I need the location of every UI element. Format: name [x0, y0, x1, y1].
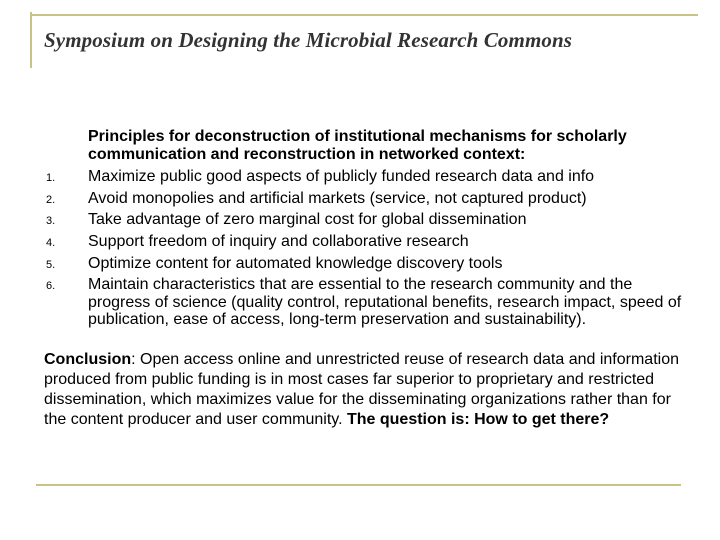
list-item-number: 3.: [46, 215, 56, 227]
list-item-number: 2.: [46, 194, 56, 206]
list-item-number: 4.: [46, 237, 56, 249]
conclusion-label: Conclusion: [44, 351, 132, 368]
list-item-text: Avoid monopolies and artificial markets (service, not captured product): [88, 190, 587, 207]
conclusion-question: The question is: How to get there?: [342, 411, 610, 428]
list-item-text: Maintain characteristics that are essential to the research community and the progress of science (quality control, reputational benefits, research impact, speed of publication, ease of access, long-term preservation and sustainability).: [88, 276, 682, 328]
list-item-text: Maximize public good aspects of publicly funded research data and info: [88, 168, 595, 185]
footer-horizontal-rule: [36, 484, 681, 486]
list-item-text: Take advantage of zero marginal cost for global dissemination: [88, 211, 527, 228]
conclusion-paragraph: [44, 350, 684, 430]
slide-title: Symposium on Designing the Microbial Research Commons: [44, 28, 573, 52]
list-item-number: 6.: [46, 280, 56, 292]
conclusion-text: : Open access online and unrestricted reuse of research data and information produced from public funding is in most cases far superior to proprietary and restricted dissemination, which maximizes value for the disseminating organizations rather than for the content producer and user community.: [44, 351, 679, 428]
list-item-text: Optimize content for automated knowledge discovery tools: [88, 255, 503, 272]
intro-heading: Principles for deconstruction of institutional mechanisms for scholarly communication and reconstruction in networked context:: [88, 128, 627, 163]
list-item-number: 1.: [46, 172, 56, 184]
list-item-text: Support freedom of inquiry and collaborative research: [88, 233, 469, 250]
header-horizontal-rule: [30, 14, 698, 16]
list-item-number: 5.: [46, 259, 56, 271]
header-vertical-rule: [30, 12, 32, 68]
